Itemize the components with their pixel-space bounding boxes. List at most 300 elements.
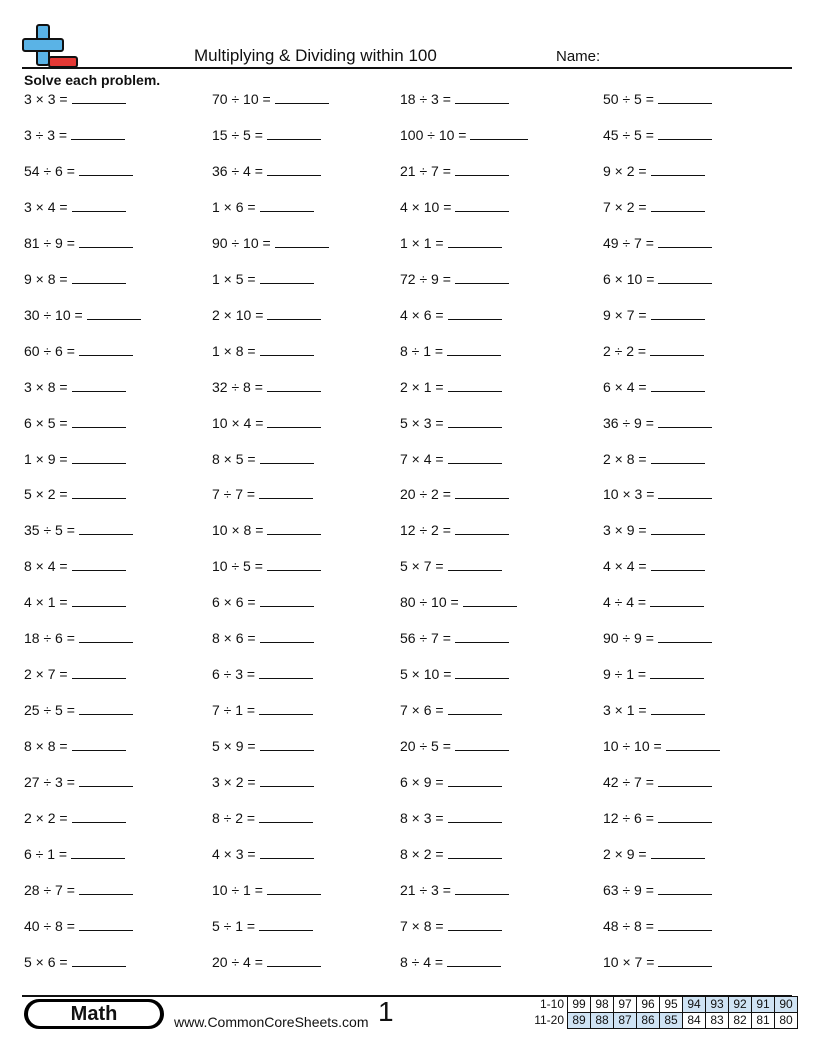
problem-text: 6 ÷ 1 =: [24, 846, 68, 862]
answer-blank[interactable]: [666, 749, 720, 751]
answer-key-cell: 84: [683, 1013, 706, 1029]
answer-key-cell: 98: [591, 997, 614, 1013]
problem-item: [212, 451, 314, 467]
problem-item: [212, 235, 329, 251]
answer-key-table: [526, 996, 798, 1029]
problem-text: 35 ÷ 5 =: [24, 522, 75, 538]
problem-text: 7 ÷ 1 =: [212, 702, 256, 718]
problem-text: 6 × 6 =: [212, 594, 256, 610]
problem-text: 8 × 3 =: [400, 810, 444, 826]
answer-blank[interactable]: [651, 462, 705, 464]
problem-text: 8 × 2 =: [400, 846, 444, 862]
problem-text: 15 ÷ 5 =: [212, 127, 263, 143]
answer-blank[interactable]: [79, 641, 133, 643]
problem-text: 1 × 9 =: [24, 451, 68, 467]
problem-item: [24, 666, 126, 682]
answer-blank[interactable]: [260, 785, 314, 787]
answer-blank[interactable]: [267, 965, 321, 967]
problem-item: [24, 91, 126, 107]
problem-item: [24, 702, 133, 718]
problem-text: 10 × 4 =: [212, 415, 264, 431]
problem-item: [212, 558, 321, 574]
problem-text: 56 ÷ 7 =: [400, 630, 451, 646]
problem-text: 45 ÷ 5 =: [603, 127, 654, 143]
answer-blank[interactable]: [79, 246, 133, 248]
answer-blank[interactable]: [455, 102, 509, 104]
problem-item: [603, 918, 712, 934]
answer-blank[interactable]: [651, 174, 705, 176]
problem-text: 4 ÷ 4 =: [603, 594, 647, 610]
answer-blank[interactable]: [275, 102, 329, 104]
problem-item: [400, 127, 528, 143]
problem-text: 3 × 3 =: [24, 91, 68, 107]
problem-text: 27 ÷ 3 =: [24, 774, 75, 790]
problem-item: [212, 594, 314, 610]
problem-item: [400, 307, 502, 323]
problem-text: 4 × 10 =: [400, 199, 452, 215]
answer-blank[interactable]: [658, 497, 712, 499]
answer-blank[interactable]: [455, 641, 509, 643]
problem-text: 2 ÷ 2 =: [603, 343, 647, 359]
answer-blank[interactable]: [658, 893, 712, 895]
problem-text: 7 ÷ 7 =: [212, 486, 256, 502]
answer-blank[interactable]: [72, 390, 126, 392]
answer-blank[interactable]: [455, 210, 509, 212]
problem-text: 2 × 9 =: [603, 846, 647, 862]
problem-item: [212, 199, 314, 215]
problem-item: [400, 343, 501, 359]
answer-blank[interactable]: [651, 533, 705, 535]
problem-item: [603, 846, 705, 862]
answer-blank[interactable]: [275, 246, 329, 248]
problem-text: 2 × 8 =: [603, 451, 647, 467]
problem-item: [24, 451, 126, 467]
problem-text: 5 × 6 =: [24, 954, 68, 970]
problem-text: 10 × 7 =: [603, 954, 655, 970]
problem-item: [400, 271, 509, 287]
problem-item: [212, 810, 313, 826]
answer-key-row: [526, 1013, 798, 1029]
problem-item: [212, 738, 314, 754]
problem-text: 8 ÷ 1 =: [400, 343, 444, 359]
problem-item: [400, 954, 501, 970]
problem-item: [212, 918, 313, 934]
problem-item: [603, 486, 712, 502]
problem-text: 32 ÷ 8 =: [212, 379, 263, 395]
answer-blank[interactable]: [455, 749, 509, 751]
answer-blank[interactable]: [260, 210, 314, 212]
problem-text: 54 ÷ 6 =: [24, 163, 75, 179]
problem-item: [212, 379, 321, 395]
answer-blank[interactable]: [448, 713, 502, 715]
problem-item: [603, 127, 712, 143]
answer-blank[interactable]: [72, 102, 126, 104]
answer-key-cell: 96: [637, 997, 660, 1013]
answer-key-cell: 82: [729, 1013, 752, 1029]
answer-blank[interactable]: [658, 282, 712, 284]
problem-item: [603, 666, 704, 682]
problem-text: 9 × 2 =: [603, 163, 647, 179]
answer-blank[interactable]: [267, 893, 321, 895]
math-badge: [24, 999, 164, 1029]
problem-item: [603, 415, 712, 431]
answer-blank[interactable]: [658, 641, 712, 643]
answer-blank[interactable]: [87, 318, 141, 320]
problem-item: [212, 271, 314, 287]
problem-item: [603, 882, 712, 898]
problem-text: 9 × 7 =: [603, 307, 647, 323]
problem-text: 20 ÷ 2 =: [400, 486, 451, 502]
problem-item: [24, 343, 133, 359]
problem-item: [603, 810, 712, 826]
problem-text: 8 × 4 =: [24, 558, 68, 574]
problem-item: [400, 846, 502, 862]
problem-item: [400, 163, 509, 179]
problem-item: [24, 199, 126, 215]
problem-text: 1 × 5 =: [212, 271, 256, 287]
problem-item: [212, 774, 314, 790]
problem-text: 5 × 2 =: [24, 486, 68, 502]
answer-blank[interactable]: [650, 605, 704, 607]
problem-item: [212, 522, 321, 538]
problem-text: 5 × 10 =: [400, 666, 452, 682]
answer-blank[interactable]: [455, 282, 509, 284]
answer-blank[interactable]: [260, 462, 314, 464]
answer-blank[interactable]: [260, 749, 314, 751]
answer-blank[interactable]: [267, 533, 321, 535]
answer-blank[interactable]: [470, 138, 528, 140]
problem-item: [24, 954, 126, 970]
answer-blank[interactable]: [267, 318, 321, 320]
problem-text: 21 ÷ 7 =: [400, 163, 451, 179]
answer-blank[interactable]: [260, 641, 314, 643]
answer-blank[interactable]: [658, 246, 712, 248]
answer-key-row: [526, 997, 798, 1013]
answer-blank[interactable]: [260, 857, 314, 859]
problem-item: [24, 738, 126, 754]
answer-blank[interactable]: [267, 138, 321, 140]
problem-text: 6 × 5 =: [24, 415, 68, 431]
problem-text: 3 × 2 =: [212, 774, 256, 790]
answer-blank[interactable]: [448, 785, 502, 787]
problem-text: 10 × 8 =: [212, 522, 264, 538]
answer-blank[interactable]: [658, 821, 712, 823]
problem-item: [24, 810, 126, 826]
answer-blank[interactable]: [455, 174, 509, 176]
answer-blank[interactable]: [267, 390, 321, 392]
problem-text: 90 ÷ 9 =: [603, 630, 654, 646]
problem-item: [24, 415, 126, 431]
problem-item: [212, 882, 321, 898]
answer-blank[interactable]: [72, 821, 126, 823]
problem-item: [24, 846, 125, 862]
problem-item: [400, 199, 509, 215]
problem-item: [212, 702, 313, 718]
answer-blank[interactable]: [259, 497, 313, 499]
answer-blank[interactable]: [72, 569, 126, 571]
answer-blank[interactable]: [455, 893, 509, 895]
answer-key-cell: 99: [568, 997, 591, 1013]
problem-item: [400, 235, 502, 251]
problem-text: 3 × 8 =: [24, 379, 68, 395]
header-divider: [22, 67, 792, 69]
problem-item: [212, 91, 329, 107]
answer-blank[interactable]: [259, 821, 313, 823]
answer-blank[interactable]: [658, 426, 712, 428]
instructions: Solve each problem.: [24, 72, 161, 88]
problem-item: [400, 558, 502, 574]
problem-item: [212, 307, 321, 323]
answer-blank[interactable]: [72, 462, 126, 464]
answer-blank[interactable]: [448, 462, 502, 464]
problem-text: 1 × 1 =: [400, 235, 444, 251]
problem-item: [400, 882, 509, 898]
problem-item: [24, 127, 125, 143]
problem-item: [400, 451, 502, 467]
answer-blank[interactable]: [650, 677, 704, 679]
answer-blank[interactable]: [72, 677, 126, 679]
answer-blank[interactable]: [79, 929, 133, 931]
answer-blank[interactable]: [72, 282, 126, 284]
problem-item: [603, 954, 712, 970]
problem-text: 30 ÷ 10 =: [24, 307, 83, 323]
problem-item: [212, 846, 314, 862]
answer-blank[interactable]: [259, 677, 313, 679]
problem-item: [400, 810, 502, 826]
problem-item: [24, 594, 126, 610]
problem-text: 8 ÷ 2 =: [212, 810, 256, 826]
answer-key-cell: 88: [591, 1013, 614, 1029]
problem-text: 5 × 9 =: [212, 738, 256, 754]
problem-text: 72 ÷ 9 =: [400, 271, 451, 287]
answer-blank[interactable]: [447, 965, 501, 967]
answer-blank[interactable]: [79, 785, 133, 787]
problem-item: [212, 343, 314, 359]
answer-blank[interactable]: [260, 354, 314, 356]
answer-blank[interactable]: [448, 569, 502, 571]
problem-text: 60 ÷ 6 =: [24, 343, 75, 359]
problem-item: [603, 235, 712, 251]
answer-blank[interactable]: [658, 929, 712, 931]
problem-item: [603, 702, 705, 718]
name-label: Name:: [556, 48, 601, 65]
answer-blank[interactable]: [259, 713, 313, 715]
problem-text: 2 × 1 =: [400, 379, 444, 395]
problem-text: 10 ÷ 1 =: [212, 882, 263, 898]
problem-text: 21 ÷ 3 =: [400, 882, 451, 898]
answer-key-row-label: 1-10: [539, 997, 564, 1011]
answer-blank[interactable]: [447, 354, 501, 356]
answer-blank[interactable]: [260, 605, 314, 607]
problem-text: 1 × 8 =: [212, 343, 256, 359]
problem-item: [400, 91, 509, 107]
problem-item: [24, 630, 133, 646]
problem-text: 7 × 2 =: [603, 199, 647, 215]
problem-text: 50 ÷ 5 =: [603, 91, 654, 107]
answer-blank[interactable]: [651, 857, 705, 859]
answer-blank[interactable]: [658, 138, 712, 140]
answer-key-cell: 92: [729, 997, 752, 1013]
answer-blank[interactable]: [448, 857, 502, 859]
answer-blank[interactable]: [455, 497, 509, 499]
answer-blank[interactable]: [259, 929, 313, 931]
answer-key-cell: 86: [637, 1013, 660, 1029]
problem-item: [24, 522, 133, 538]
answer-blank[interactable]: [267, 174, 321, 176]
problem-item: [24, 486, 126, 502]
answer-blank[interactable]: [79, 713, 133, 715]
problem-text: 3 × 1 =: [603, 702, 647, 718]
problem-text: 1 × 6 =: [212, 199, 256, 215]
problem-item: [24, 235, 133, 251]
answer-blank[interactable]: [260, 282, 314, 284]
answer-key-cell: 85: [660, 1013, 683, 1029]
problem-item: [24, 558, 126, 574]
answer-blank[interactable]: [71, 138, 125, 140]
answer-blank[interactable]: [651, 210, 705, 212]
answer-blank[interactable]: [267, 569, 321, 571]
problem-text: 5 × 7 =: [400, 558, 444, 574]
problem-text: 9 ÷ 1 =: [603, 666, 647, 682]
problem-item: [400, 738, 509, 754]
problem-text: 12 ÷ 6 =: [603, 810, 654, 826]
problem-text: 9 × 8 =: [24, 271, 68, 287]
problem-item: [400, 666, 509, 682]
answer-blank[interactable]: [651, 318, 705, 320]
problem-item: [603, 558, 705, 574]
problem-text: 80 ÷ 10 =: [400, 594, 459, 610]
answer-blank[interactable]: [72, 965, 126, 967]
answer-blank[interactable]: [72, 210, 126, 212]
problem-text: 63 ÷ 9 =: [603, 882, 654, 898]
problem-text: 4 × 1 =: [24, 594, 68, 610]
problem-item: [603, 738, 720, 754]
problem-item: [212, 666, 313, 682]
problem-item: [212, 127, 321, 143]
answer-blank[interactable]: [448, 318, 502, 320]
problem-item: [603, 307, 705, 323]
problem-item: [212, 415, 321, 431]
answer-blank[interactable]: [658, 102, 712, 104]
problem-text: 18 ÷ 6 =: [24, 630, 75, 646]
problem-text: 70 ÷ 10 =: [212, 91, 271, 107]
logo: [22, 24, 80, 68]
problem-item: [24, 918, 133, 934]
problem-item: [24, 163, 133, 179]
problem-item: [603, 343, 704, 359]
answer-key-cell: 87: [614, 1013, 637, 1029]
answer-blank[interactable]: [72, 605, 126, 607]
answer-blank[interactable]: [455, 533, 509, 535]
math-badge-label: Math: [28, 1002, 160, 1026]
page-number: 1: [378, 996, 394, 1027]
problem-text: 49 ÷ 7 =: [603, 235, 654, 251]
problem-text: 10 ÷ 5 =: [212, 558, 263, 574]
problem-text: 4 × 6 =: [400, 307, 444, 323]
problem-item: [212, 954, 321, 970]
problem-item: [603, 774, 712, 790]
answer-blank[interactable]: [658, 965, 712, 967]
problem-item: [24, 379, 126, 395]
problem-text: 7 × 8 =: [400, 918, 444, 934]
problem-text: 4 × 3 =: [212, 846, 256, 862]
problem-text: 6 × 4 =: [603, 379, 647, 395]
problem-text: 20 ÷ 5 =: [400, 738, 451, 754]
problem-item: [212, 163, 321, 179]
problem-text: 8 × 5 =: [212, 451, 256, 467]
problem-text: 81 ÷ 9 =: [24, 235, 75, 251]
problem-text: 6 × 10 =: [603, 271, 655, 287]
problem-item: [603, 594, 704, 610]
answer-blank[interactable]: [448, 821, 502, 823]
problem-item: [603, 199, 705, 215]
answer-blank[interactable]: [463, 605, 517, 607]
answer-key-cell: 91: [752, 997, 775, 1013]
answer-blank[interactable]: [79, 893, 133, 895]
answer-key-row-label: 11-20: [534, 1013, 564, 1027]
problem-text: 100 ÷ 10 =: [400, 127, 467, 143]
problem-item: [24, 307, 141, 323]
problem-text: 10 × 3 =: [603, 486, 655, 502]
problem-item: [400, 594, 517, 610]
problem-text: 90 ÷ 10 =: [212, 235, 271, 251]
answer-blank[interactable]: [79, 533, 133, 535]
problem-text: 3 ÷ 3 =: [24, 127, 68, 143]
problem-text: 3 × 9 =: [603, 522, 647, 538]
answer-blank[interactable]: [71, 857, 125, 859]
answer-blank[interactable]: [72, 749, 126, 751]
problem-text: 2 × 10 =: [212, 307, 264, 323]
problem-item: [603, 379, 705, 395]
answer-blank[interactable]: [651, 569, 705, 571]
answer-blank[interactable]: [72, 426, 126, 428]
problem-text: 28 ÷ 7 =: [24, 882, 75, 898]
problem-item: [603, 630, 712, 646]
answer-key-cell: 89: [568, 1013, 591, 1029]
problem-text: 10 ÷ 10 =: [603, 738, 662, 754]
answer-blank[interactable]: [72, 497, 126, 499]
problem-item: [212, 630, 314, 646]
answer-blank[interactable]: [79, 174, 133, 176]
answer-blank[interactable]: [79, 354, 133, 356]
problem-item: [603, 91, 712, 107]
answer-key-cell: 80: [775, 1013, 798, 1029]
problem-item: [400, 522, 509, 538]
page-title: Multiplying & Dividing within 100: [194, 46, 437, 65]
problem-item: [24, 271, 126, 287]
problem-text: 20 ÷ 4 =: [212, 954, 263, 970]
answer-blank[interactable]: [448, 929, 502, 931]
answer-blank[interactable]: [267, 426, 321, 428]
answer-blank[interactable]: [455, 677, 509, 679]
problem-item: [603, 163, 705, 179]
answer-blank[interactable]: [448, 390, 502, 392]
problem-text: 48 ÷ 8 =: [603, 918, 654, 934]
answer-blank[interactable]: [651, 713, 705, 715]
problem-text: 5 × 3 =: [400, 415, 444, 431]
problem-item: [603, 271, 712, 287]
problem-item: [400, 774, 502, 790]
answer-blank[interactable]: [448, 246, 502, 248]
answer-blank[interactable]: [448, 426, 502, 428]
answer-blank[interactable]: [651, 390, 705, 392]
answer-key-cell: 93: [706, 997, 729, 1013]
problem-item: [603, 522, 705, 538]
problem-text: 2 × 7 =: [24, 666, 68, 682]
problem-text: 3 × 4 =: [24, 199, 68, 215]
answer-blank[interactable]: [650, 354, 704, 356]
answer-blank[interactable]: [658, 785, 712, 787]
